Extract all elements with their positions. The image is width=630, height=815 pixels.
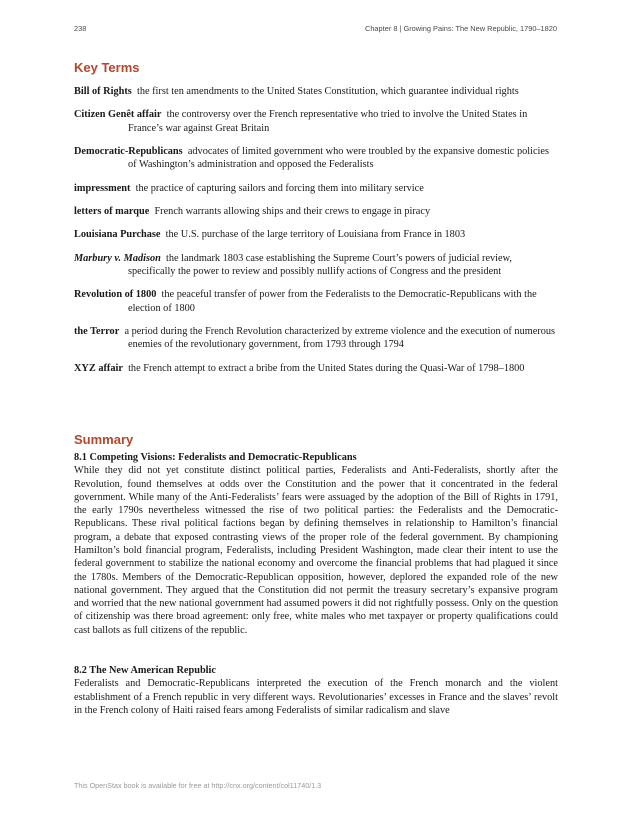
summary-heading: Summary <box>74 432 134 447</box>
chapter-title: Chapter 8 | Growing Pains: The New Republic, 1790–1820 <box>364 24 557 33</box>
term-name: impressment <box>74 182 131 194</box>
term-entry <box>74 362 558 375</box>
term-entry <box>74 325 558 351</box>
term-name: Marbury v. Madison <box>74 252 161 264</box>
page-footer: This OpenStax book is available for free at http://cnx.org/content/col11740/1.3 <box>74 781 322 790</box>
term-name: Citizen Genêt affair <box>74 109 162 121</box>
term-definition: the controversy over the French representative who tried to involve the United States in France’s war against Great Britain <box>128 109 528 134</box>
term-entry <box>74 182 558 195</box>
page-number: 238 <box>74 24 87 33</box>
term-name: the Terror <box>74 325 120 337</box>
section-title: 8.2 The New American Republic <box>74 665 216 677</box>
section-paragraph: While they did not yet constitute distinct political parties, Federalists and Anti-Federalists, shortly after the Revolution, found themselves at odds over the Constitution and the power that it concentrated in the federal government. While many of the Anti-Federalists’ fears were assuaged by the adoption of the Bill of Rights in 1791, the early 1790s nevertheless witnessed the rise of two political parties: the Federalists and the Democratic-Republicans. These rival political factions began by defining themselves in relationship to Hamilton’s financial program, a debate that exposed contrasting views of the proper role of the federal government. By championing Hamilton’s bold financial program, Federalists, including President Washington, made clear their intent to use the federal government to stabilize the national economy and overcome the financial problems that had plagued it since the 1780s. Members of the Democratic-Republican opposition, however, deplored the expanded role of the new national government. They argued that the Constitution did not permit the treasury secretary’s expansive program and worried that the new national government had assumed powers it did not rightfully possess. Only on the question of citizenship was there broad agreement: only free, white males who met taxpayer or property qualifications could cast ballots as full citizens of the republic. <box>74 465 558 636</box>
term-entry <box>74 108 558 134</box>
section-title: 8.1 Competing Visions: Federalists and Democratic-Republicans <box>74 452 357 463</box>
term-entry <box>74 145 558 171</box>
term-definition: French warrants allowing ships and their crews to engage in piracy <box>154 205 431 217</box>
term-entry <box>74 85 558 98</box>
term-definition: the U.S. purchase of the large territory of Louisiana from France in 1803 <box>165 229 466 241</box>
term-entry <box>74 228 558 241</box>
term-definition: the landmark 1803 case establishing the Supreme Court’s powers of judicial review, specifically the power to review and possibly nullify actions of Congress and the president <box>128 252 512 277</box>
term-definition: the practice of capturing sailors and forcing them into military service <box>135 182 424 194</box>
term-entry <box>74 252 558 278</box>
term-name: Bill of Rights <box>74 86 132 97</box>
section-paragraph: Federalists and Democratic-Republicans interpreted the execution of the French monarch and the violent establishment of a French republic in very different ways. Revolutionaries’ excesses in France and the slaves’ revolt in the French colony of Haiti raised fears among Federalists of similar radicalism and slave <box>74 678 558 716</box>
term-name: Louisiana Purchase <box>74 229 161 241</box>
term-entry <box>74 288 558 314</box>
term-name: XYZ affair <box>74 362 123 374</box>
term-name: Democratic-Republicans <box>74 145 183 157</box>
term-definition: the peaceful transfer of power from the Federalists to the Democratic-Republicans with the election of 1800 <box>128 289 537 314</box>
term-definition: a period during the French Revolution characterized by extreme violence and the execution of numerous enemies of the revolutionary government, from 1793 through 1794 <box>124 325 556 351</box>
term-name: letters of marque <box>74 205 150 217</box>
term-definition: advocates of limited government who were troubled by the expansive domestic policies of Washington’s administration and opposed the Federalists <box>128 145 549 171</box>
summary-body <box>74 451 558 717</box>
key-terms-heading: Key Terms <box>74 60 140 75</box>
term-entry <box>74 205 558 218</box>
term-definition: the first ten amendments to the United States Constitution, which guarantee individual rights <box>136 86 519 97</box>
term-name: Revolution of 1800 <box>74 289 157 301</box>
term-definition: the French attempt to extract a bribe from the United States during the Quasi-War of 1798–1800 <box>128 362 525 374</box>
key-terms-list <box>74 85 558 385</box>
